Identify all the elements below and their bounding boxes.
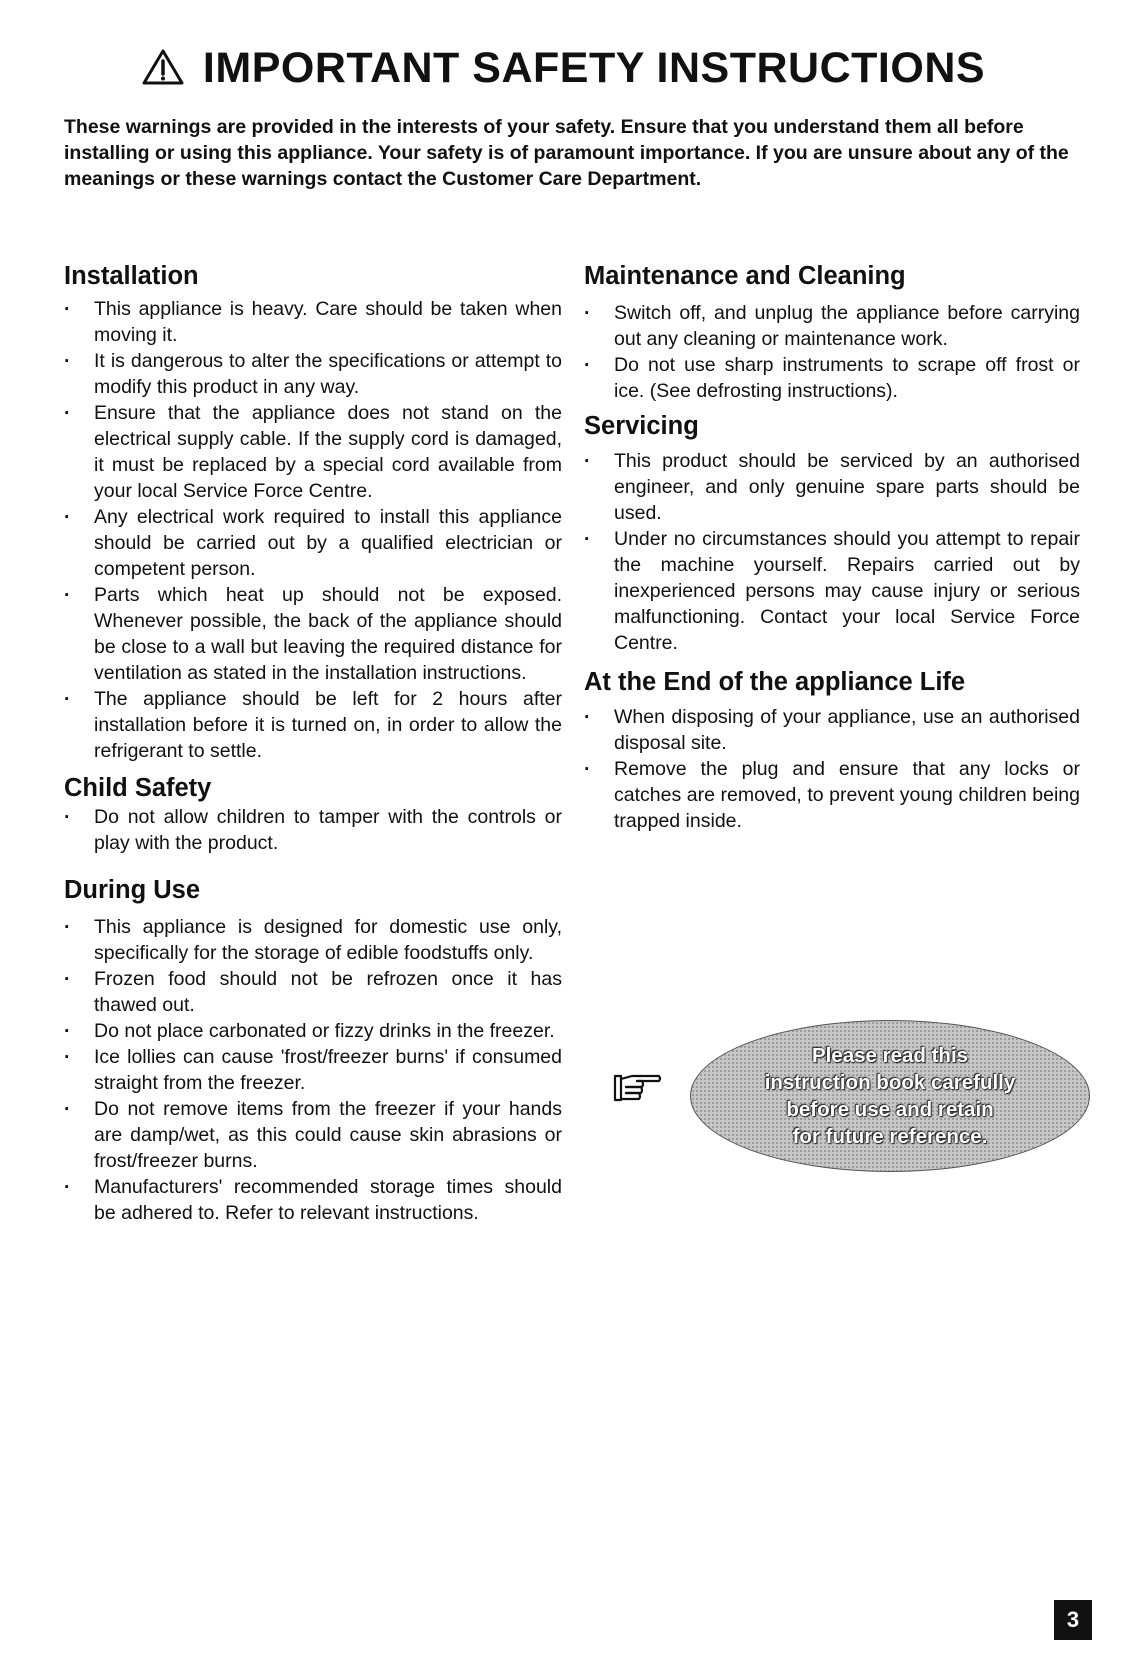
installation-section xyxy=(64,260,562,764)
end-of-life-list xyxy=(584,704,1080,834)
child-safety-section xyxy=(64,772,562,856)
list-item: · It is dangerous to alter the specifications or attempt to modify this product in any way. xyxy=(64,348,562,400)
list-item: · Switch off, and unplug the appliance before carrying out any cleaning or maintenance work. xyxy=(584,300,1080,352)
list-item: · When disposing of your appliance, use an authorised disposal site. xyxy=(584,704,1080,756)
list-item: · Frozen food should not be refrozen once it has thawed out. xyxy=(64,966,562,1018)
list-item: · This appliance is heavy. Care should be taken when moving it. xyxy=(64,296,562,348)
list-item: · Do not allow children to tamper with the controls or play with the product. xyxy=(64,804,562,856)
list-item: · Under no circumstances should you attempt to repair the machine yourself. Repairs carried out by inexperienced persons may cause injury or serious malfunctioning. Contact your local Service Force Centre. xyxy=(584,526,1080,656)
list-item: · Do not use sharp instruments to scrape off frost or ice. (See defrosting instructions). xyxy=(584,352,1080,404)
maintenance-list xyxy=(584,300,1080,404)
notice-text: Please read this instruction book carefully before use and retain for future reference. xyxy=(764,1044,1016,1148)
during-use-heading: During Use xyxy=(64,876,201,904)
list-item: · Remove the plug and ensure that any locks or catches are removed, to prevent young children being trapped inside. xyxy=(584,756,1080,834)
installation-heading: Installation xyxy=(64,262,199,290)
list-item: · This product should be serviced by an authorised engineer, and only genuine spare parts should be used. xyxy=(584,448,1080,526)
maintenance-section xyxy=(584,260,1080,404)
during-use-list xyxy=(64,914,562,1226)
installation-list xyxy=(64,296,562,764)
intro-paragraph: These warnings are provided in the interests of your safety. Ensure that you understand them all before installing or using this appliance. Your safety is of paramount importance. If you are unsure about any of the meanings or these warnings contact the Customer Care Department. xyxy=(64,116,1069,190)
maintenance-heading: Maintenance and Cleaning xyxy=(584,262,906,290)
end-of-life-section xyxy=(584,666,1080,834)
end-of-life-heading: At the End of the appliance Life xyxy=(584,668,966,696)
notice-oval xyxy=(690,1020,1090,1172)
child-safety-heading: Child Safety xyxy=(64,774,212,802)
notice-box xyxy=(612,1020,1112,1170)
servicing-heading: Servicing xyxy=(584,412,699,440)
pointing-hand-icon xyxy=(612,1070,662,1104)
list-item: · Ensure that the appliance does not stand on the electrical supply cable. If the supply cord is damaged, it must be replaced by a special cord available from your local Service Force Centre. xyxy=(64,400,562,504)
warning-triangle-icon xyxy=(141,48,185,86)
servicing-section xyxy=(584,410,1080,656)
servicing-list xyxy=(584,448,1080,656)
child-safety-list xyxy=(64,804,562,856)
list-item: · Do not remove items from the freezer if your hands are damp/wet, as this could cause skin abrasions or frost/freezer burns. xyxy=(64,1096,562,1174)
right-column xyxy=(584,260,1080,834)
page-number: 3 xyxy=(1054,1600,1092,1640)
left-column xyxy=(64,260,562,1226)
list-item: · Parts which heat up should not be exposed. Whenever possible, the back of the appliance should be close to a wall but leaving the required distance for ventilation as stated in the installation instructions. xyxy=(64,582,562,686)
list-item: · Do not place carbonated or fizzy drinks in the freezer. xyxy=(64,1018,562,1044)
page-title xyxy=(0,44,1126,93)
list-item: · Ice lollies can cause 'frost/freezer burns' if consumed straight from the freezer. xyxy=(64,1044,562,1096)
list-item: · This appliance is designed for domestic use only, specifically for the storage of edible foodstuffs only. xyxy=(64,914,562,966)
list-item: · Manufacturers' recommended storage times should be adhered to. Refer to relevant instructions. xyxy=(64,1174,562,1226)
title-text: IMPORTANT SAFETY INSTRUCTIONS xyxy=(202,44,986,92)
during-use-section xyxy=(64,874,562,1226)
list-item: · Any electrical work required to install this appliance should be carried out by a qualified electrician or competent person. xyxy=(64,504,562,582)
list-item: · The appliance should be left for 2 hours after installation before it is turned on, in order to allow the refrigerant to settle. xyxy=(64,686,562,764)
